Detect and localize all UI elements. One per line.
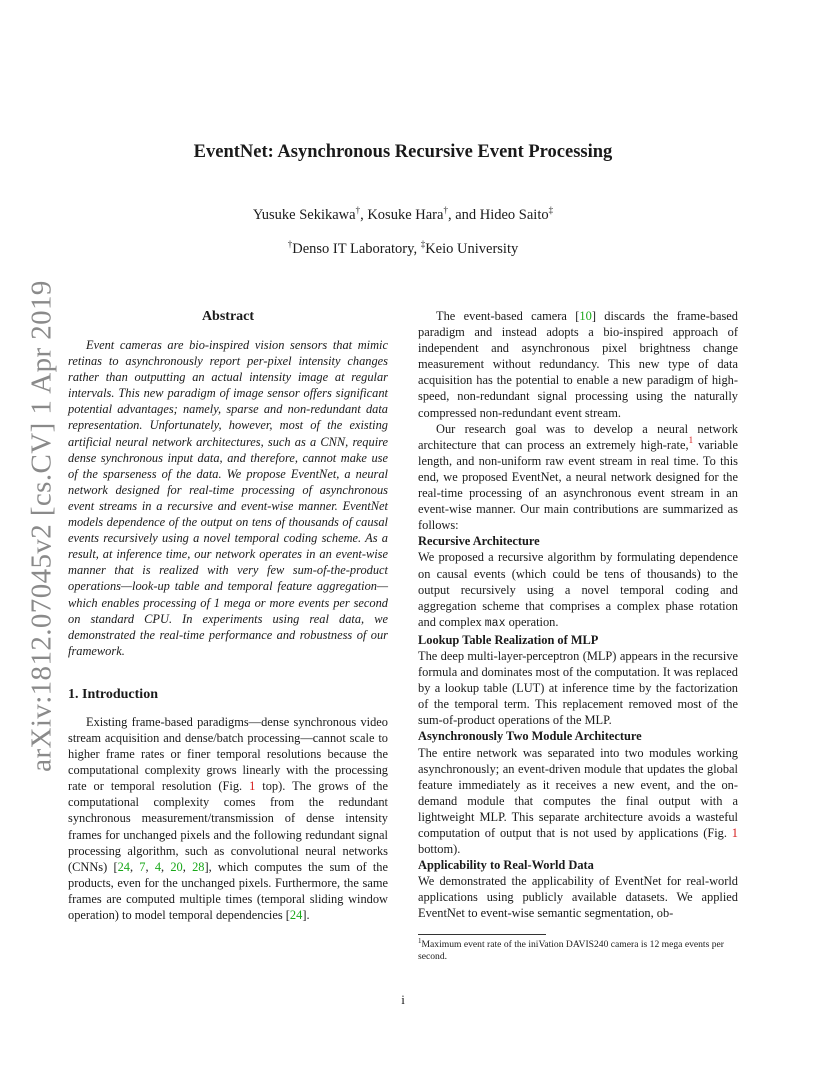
affiliation-2: Keio University [425, 241, 519, 257]
max-operator: max [484, 616, 506, 630]
contribution-heading-applicability: Applicability to Real-World Data [418, 858, 594, 873]
paper-title: EventNet: Asynchronous Recursive Event Processing [193, 142, 613, 162]
citation-link[interactable]: 20 [170, 859, 183, 874]
ddagger-mark: ‡ [420, 239, 426, 249]
abstract-heading: Abstract [201, 309, 255, 324]
citation-link[interactable]: 10 [579, 309, 592, 323]
dagger-mark: † [287, 239, 293, 249]
dagger-mark: † [443, 205, 448, 215]
author-2: , Kosuke Hara [360, 207, 444, 223]
citation-link[interactable]: 7 [139, 859, 146, 874]
contribution-heading-recursive: Recursive Architecture [418, 534, 540, 549]
intro-paragraph: Existing frame-based paradigms—dense synchronous video stream acquisition and dense/batch processing—cannot scale to higher frame rates or finer temporal resolutions because the computational complexity grows linearly with the processing rate or temporal resolution (Fig. 1 top). The grows of the computational complexity comes from the redundant synchronous measurement/transmission of dense intensity frames for unchanged pixels and the following redundant signal processing algorithm, such as convolutional neural networks (CNNs) [24, 7, 4, 20, 28], which computes the sum of the products, even for the unchanged pixels. Furthermore, the same frames are computed multiple times (temporal sliding window operation) to model temporal dependencies [24]. [68, 714, 389, 922]
contribution-text-two-module: The entire network was separated into two modules working asynchronously; an event-driven module that updates the global feature immediately as it receives a new event, and the on-demand module that computes the final output with a lightweight MLP. This separate architecture avoids a wasteful computation of output that is not used by applications (Fig. 1 bottom). [418, 745, 738, 857]
contribution-heading-lut: Lookup Table Realization of MLP [418, 632, 599, 647]
figure-reference-link[interactable]: 1 [249, 779, 256, 794]
contribution-text-applicability: We demonstrated the applicability of EventNet for real-world applications using publicly available datasets. We applied EventNet to event-wise semantic segmentation, ob- [418, 874, 738, 921]
affiliation-1: Denso IT Laboratory, [292, 241, 421, 257]
contribution-text-recursive: We proposed a recursive algorithm by formulating dependence on causal events (which could be tens of thousands) to the output recursively using a novel temporal coding and aggregation scheme that comprises a complex phase rotation and complex max operation. [418, 550, 738, 630]
footnote-number: 1 [418, 936, 422, 945]
left-column [68, 308, 388, 923]
page-number: i [401, 992, 405, 1007]
figure-reference-link[interactable]: 1 [731, 826, 738, 840]
author-line [0, 207, 806, 224]
ddagger-mark: ‡ [548, 205, 554, 215]
research-goal-paragraph: Our research goal was to develop a neural network architecture that can process an extremely high-rate,$^1$ variable length, and non-uniform raw event stream in real time. To this end, we proposed EventNet, a neural network designed for the real-time processing of an asynchronous event stream in an event-wise manner. Our main contributions are summarized as follows: [418, 421, 738, 533]
right-column [418, 308, 738, 964]
author-1: Yusuke Sekikawa [252, 207, 356, 223]
footnote-divider [418, 934, 546, 935]
arxiv-sidebar-stamp: arXiv:1812.07045v2 [cs.CV] 1 Apr 2019 [25, 280, 58, 772]
dagger-mark: † [355, 205, 361, 215]
citation-link[interactable]: 24 [117, 859, 130, 874]
section-heading-introduction: 1. Introduction [68, 686, 158, 702]
citation-link[interactable]: 24 [289, 908, 303, 922]
contribution-heading-two-module: Asynchronously Two Module Architecture [418, 729, 642, 744]
author-3: , and Hideo Saito [447, 207, 549, 223]
contribution-text-lut: The deep multi-layer-perceptron (MLP) appears in the recursive formula and dominates most of the computation. It was replaced by a lookup table (LUT) at inference time by the factorization of the temporal term. This replacement removed most of the sum-of-product operations of the MLP. [418, 648, 738, 728]
footnote: $^1$Maximum event rate of the iniVation DAVIS240 camera is 12 mega events per second. [418, 936, 724, 963]
footnote-marker-link[interactable]: 1 [688, 434, 694, 445]
event-camera-paragraph: The event-based camera [10] discards the frame-based paradigm and instead adopts a bio-inspired approach of independent and asynchronous pixel brightness change measurement without redundancy. This new type of data acquisition has the potential to enable a new paradigm of high-speed, non-redundant signal processing using the naturally compressed non-redundant event stream. [418, 309, 738, 420]
citation-link[interactable]: 4 [154, 859, 162, 874]
citation-link[interactable]: 28 [192, 859, 205, 874]
affiliation-line [0, 241, 806, 258]
abstract-text: Event cameras are bio-inspired vision sensors that mimic retinas to asynchronously report per-pixel intensity changes rather than outputting an actual intensity image at regular intervals. This new paradigm of image sensor offers significant potential advantages; namely, sparse and non-redundant data representation. Unfortunately, however, most of the existing artificial neural network architectures, such as a CNN, require dense synchronous input data, and therefore, cannot make use of the sparseness of the data. We propose EventNet, a neural network designed for real-time processing of asynchronous event streams in a recursive and event-wise manner. EventNet models dependence of the output on tens of thousands of causal events recursively using a novel temporal coding scheme. As a result, at inference time, our network operates in an event-wise manner that is realized with very few sum-of-the-product operations—look-up table and temporal feature aggregation—which enables processing of 1 mega or more events per second on standard CPU. In experiments using real data, we demonstrated the real-time performance and robustness of our framework. [68, 338, 388, 658]
